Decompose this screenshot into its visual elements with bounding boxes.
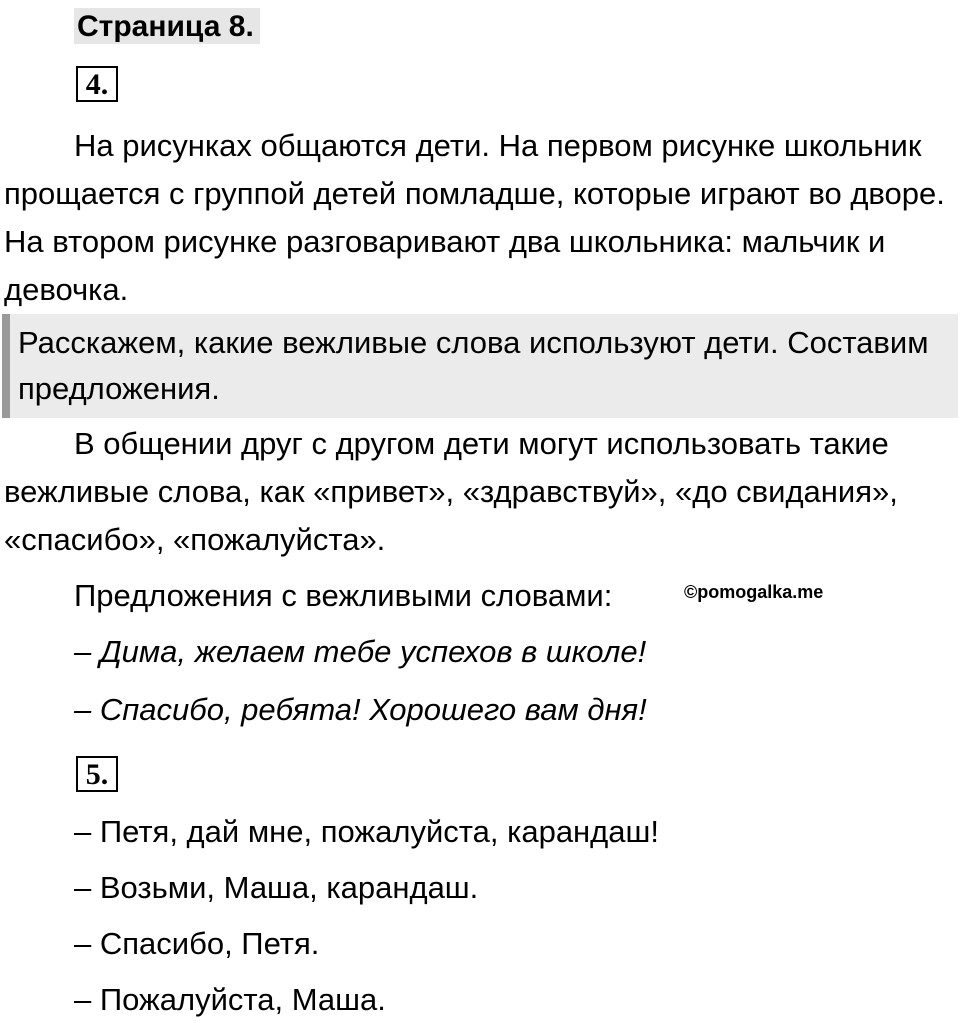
task4-paragraph-2: В общении друг с другом дети могут использовать такие вежливые слова, как «привет», «здравствуй», «до свидания», «спасибо», «пожалуйста». <box>4 426 898 557</box>
sentence-item: – Дима, желаем тебе успехов в школе! <box>74 634 647 669</box>
task4-paragraph-1: На рисунках общаются дети. На первом рисунке школьник прощается с группой детей помладше, которые играют во дворе. На втором рисунке разговаривают два школьника: мальчик и девочка. <box>4 128 945 307</box>
task-number-5: 5. <box>76 756 118 792</box>
dialogue-line: – Спасибо, Петя. <box>74 926 320 961</box>
sentence-item: – Спасибо, ребята! Хорошего вам дня! <box>74 692 647 727</box>
dialogue-line: – Петя, дай мне, пожалуйста, карандаш! <box>74 814 659 849</box>
dialogue-line: – Возьми, Маша, карандаш. <box>74 870 479 905</box>
dialogue-line: – Пожалуйста, Маша. <box>74 982 386 1017</box>
instruction-text: Расскажем, какие вежливые слова используют дети. Составим предложения. <box>18 325 929 406</box>
task-number-4: 4. <box>76 66 118 102</box>
sentences-intro: Предложения с вежливыми словами: <box>74 578 613 613</box>
watermark: ©pomogalka.me <box>684 582 824 602</box>
page-title: Страница 8. <box>74 8 260 44</box>
